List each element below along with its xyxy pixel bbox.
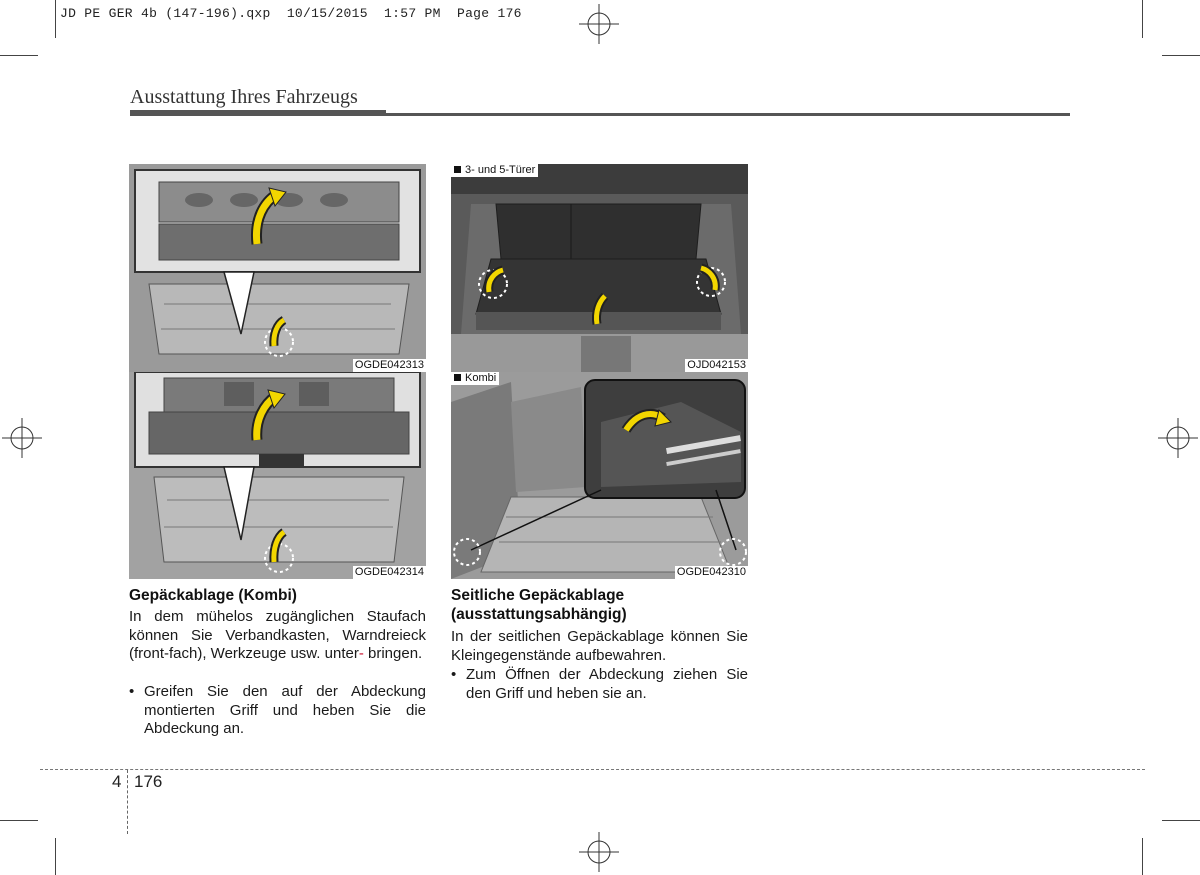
bullet-icon: • [129, 683, 135, 700]
square-bullet-icon [454, 374, 461, 381]
section-title-line: (ausstattungsabhängig) [451, 606, 627, 623]
section-title-line: Seitliche Gepäckablage [451, 587, 625, 604]
registration-mark-icon [1158, 418, 1198, 458]
hyphen: - [358, 645, 364, 662]
crop-mark [0, 820, 38, 821]
square-bullet-icon [454, 166, 461, 173]
section-title [451, 586, 748, 624]
footer-rule [40, 769, 1145, 770]
print-slug: JD PE GER 4b (147-196).qxp 10/15/2015 1:57 PM Page 176 [60, 6, 522, 21]
registration-mark-icon [579, 832, 619, 872]
cargo-tray-photo-bottom [129, 372, 426, 579]
crop-mark [55, 838, 56, 875]
bullet-item [129, 683, 426, 739]
page-number: 176 [134, 772, 163, 791]
cargo-tray-photo-top [129, 164, 426, 372]
paragraph [129, 608, 426, 664]
crop-mark [0, 55, 38, 56]
figure-code: OGDE042313 [354, 359, 424, 371]
bullet-icon: • [451, 666, 457, 683]
header-rule [130, 110, 386, 116]
crop-mark [55, 0, 56, 38]
figure-code: OGDE042310 [676, 566, 746, 578]
crop-mark [1142, 0, 1143, 38]
figure-code: OJD042153 [687, 359, 746, 371]
chapter-number: 4 [112, 772, 122, 791]
trunk-photo-kombi [451, 372, 748, 579]
crop-mark [1162, 55, 1200, 56]
bullet-text: Zum Öffnen der Abdeckung ziehen Sie den Griff und heben sie an. [466, 666, 748, 702]
trunk-photo-3-5-door [451, 164, 748, 372]
registration-mark-icon [579, 4, 619, 44]
registration-mark-icon [2, 418, 42, 458]
page-number-divider [127, 770, 129, 834]
bullet-item [451, 666, 748, 703]
bullet-text: Greifen Sie den auf der Abdeckung montierten Griff und heben Sie die Abdeckung an. [144, 683, 426, 737]
paragraph-text: In dem mühelos zugänglichen Staufach können Sie Verbandkasten, Warndreieck (front-fach), Werkzeuge usw. unter [129, 608, 426, 662]
crop-mark [1162, 820, 1200, 821]
crop-mark [1142, 838, 1143, 875]
variant-label-text: Kombi [465, 372, 497, 384]
header-rule [386, 113, 1070, 116]
page-header-title: Ausstattung Ihres Fahrzeugs [130, 86, 358, 108]
figure-code: OGDE042314 [354, 566, 424, 578]
variant-label [451, 372, 499, 385]
paragraph: In der seitlichen Gepäckablage können Sie Kleingegenstände aufbewahren. [451, 628, 748, 664]
paragraph-text-tail: bringen. [368, 645, 423, 662]
variant-label [451, 164, 538, 177]
section-title: Gepäckablage (Kombi) [129, 587, 297, 604]
variant-label-text: 3- und 5-Türer [465, 164, 536, 176]
